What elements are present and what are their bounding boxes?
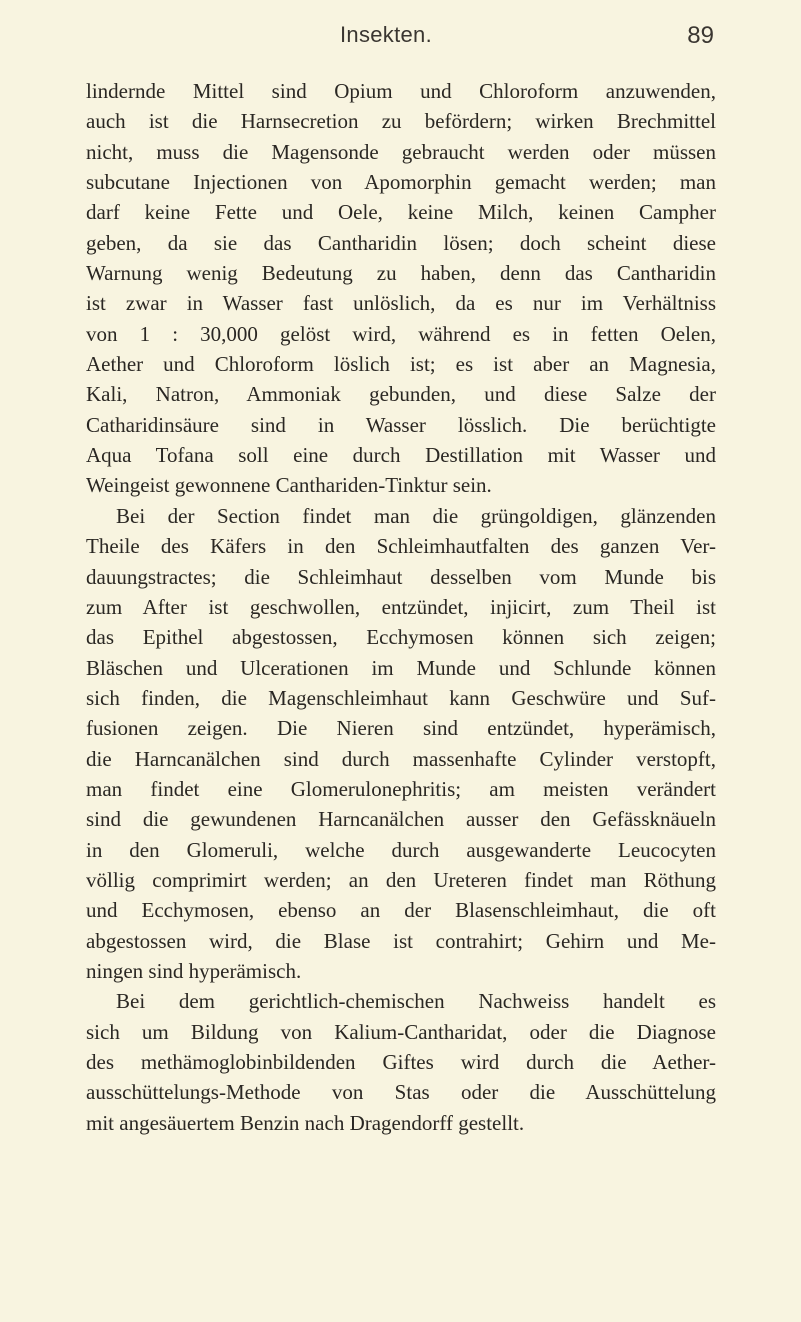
text-line: dauungstractes; die Schleimhaut desselben vom Munde bis (86, 564, 716, 589)
text-line: subcutane Injectionen von Apomorphin gemacht werden; man (86, 170, 716, 195)
text-line: lindernde Mittel sind Opium und Chloroform anzuwenden, (86, 79, 716, 103)
text-line: Catharidinsäure sind in Wasser lösslich. Die berüchtigte (86, 412, 716, 437)
text-line: und Ecchymosen, ebenso an der Blasenschleimhaut, die oft (86, 898, 716, 923)
text-line: in den Glomeruli, welche durch ausgewanderte Leucocyten (86, 837, 716, 862)
text-line: abgestossen wird, die Blase ist contrahirt; Gehirn und Me- (86, 928, 716, 953)
text-line: mit angesäuertem Benzin nach Dragendorff gestellt. (86, 1110, 525, 1135)
text-line: Bläschen und Ulcerationen im Munde und Schlunde können (86, 655, 716, 680)
page-header (86, 22, 714, 62)
text-line: sich finden, die Magenschleimhaut kann Geschwüre und Suf- (86, 685, 716, 710)
text-line: darf keine Fette und Oele, keine Milch, keinen Campher (86, 200, 716, 225)
text-line: des methämoglobinbildenden Giftes wird durch die Aether- (86, 1050, 716, 1074)
text-line: auch ist die Harnsecretion zu befördern; wirken Brechmittel (86, 109, 716, 134)
text-line: Aether und Chloroform löslich ist; es ist aber an Magnesia, (86, 352, 716, 377)
text-line: fusionen zeigen. Die Nieren sind entzündet, hyperämisch, (86, 716, 716, 741)
text-line: zum After ist geschwollen, entzündet, injicirt, zum Theil ist (86, 594, 716, 619)
text-line: Theile des Käfers in den Schleimhautfalten des ganzen Ver- (86, 534, 716, 559)
text-line: das Epithel abgestossen, Ecchymosen können sich zeigen; (86, 625, 716, 650)
text-line: sind die gewundenen Harncanälchen ausser den Gefässknäueln (86, 807, 716, 832)
text-line: Bei dem gerichtlich-chemischen Nachweiss handelt es (116, 989, 716, 1014)
text-line: ausschüttelungs-Methode von Stas oder die Ausschüttelung (86, 1080, 716, 1105)
text-line: Aqua Tofana soll eine durch Destillation mit Wasser und (86, 443, 716, 468)
text-line: Warnung wenig Bedeutung zu haben, denn das Cantharidin (86, 261, 716, 286)
text-line: Weingeist gewonnene Canthariden-Tinktur sein. (86, 473, 492, 498)
body-text (86, 76, 716, 1138)
text-line: nicht, muss die Magensonde gebraucht werden oder müssen (86, 139, 716, 164)
text-line: Bei der Section findet man die grüngoldigen, glänzenden (116, 503, 716, 528)
running-head: Insekten. (340, 22, 432, 47)
page-number: 89 (687, 22, 714, 49)
text-line: völlig comprimirt werden; an den Ureteren findet man Röthung (86, 867, 716, 892)
text-line: man findet eine Glomerulonephritis; am meisten verändert (86, 776, 716, 801)
text-line: sich um Bildung von Kalium-Cantharidat, oder die Diagnose (86, 1019, 716, 1044)
text-line: ningen sind hyperämisch. (86, 958, 302, 983)
text-line: ist zwar in Wasser fast unlöslich, da es nur im Verhältniss (86, 291, 716, 316)
text-line: Kali, Natron, Ammoniak gebunden, und diese Salze der (86, 382, 716, 407)
text-line: geben, da sie das Cantharidin lösen; doch scheint diese (86, 230, 716, 255)
text-line: von 1 : 30,000 gelöst wird, während es in fetten Oelen, (86, 321, 716, 346)
text-line: die Harncanälchen sind durch massenhafte Cylinder verstopft, (86, 746, 716, 771)
